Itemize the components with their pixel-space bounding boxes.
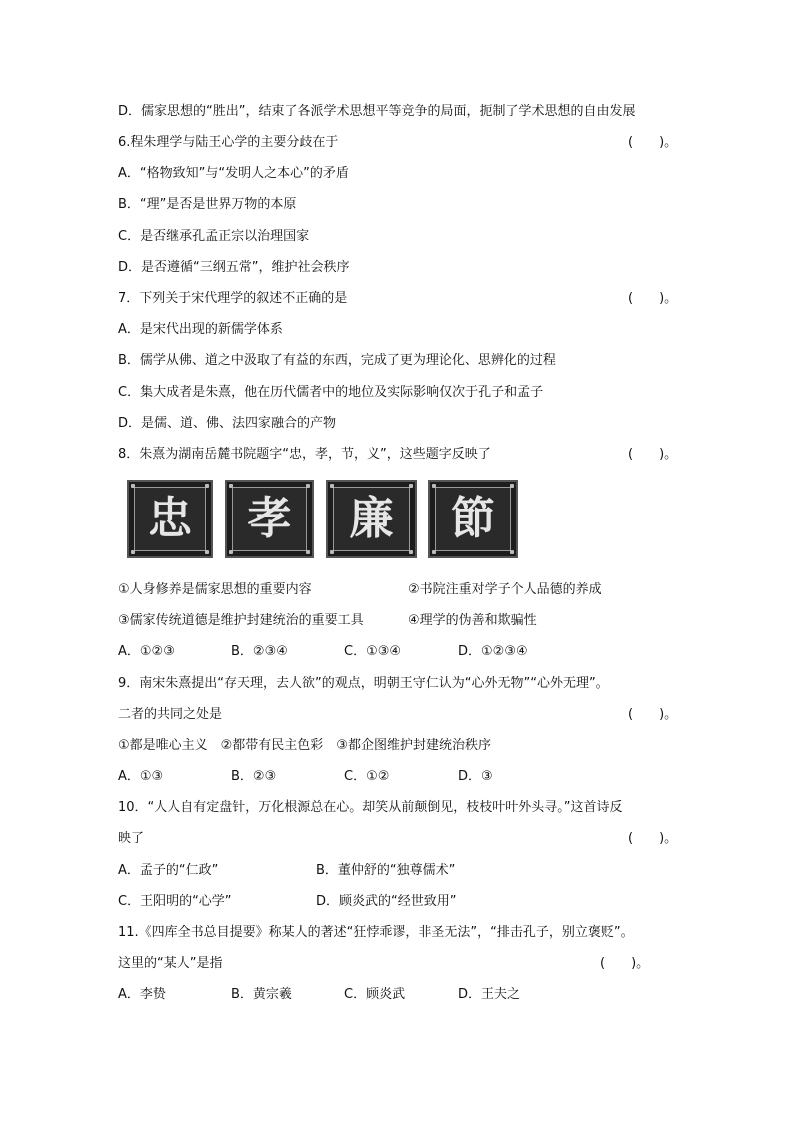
- q5-option-d: D．儒家思想的“胜出”，结束了各派学术思想平等竞争的局面，扼制了学术思想的自由发展: [118, 104, 636, 119]
- q9-option-b: B．②③: [231, 769, 277, 784]
- q8-option-a: A．①②③: [118, 644, 175, 659]
- plaque-xiao: [225, 480, 314, 558]
- plaque-lian: [326, 480, 417, 558]
- q8-option-b: B．②③④: [231, 644, 288, 659]
- q6-answer-blank: ( )。: [628, 135, 678, 150]
- plaque-character: 廉: [349, 493, 394, 544]
- q8-option-c: C．①③④: [344, 644, 402, 659]
- plaque-character: 節: [451, 493, 495, 544]
- q7-option-c: C．集大成者是朱熹，他在历代儒者中的地位及实际影响仅次于孔子和孟子: [118, 385, 544, 400]
- q11-stem: 11.《四库全书总目提要》称某人的著述“狂悖乖谬，非圣无法”，“排击孔子，别立褒贬”。: [118, 925, 634, 940]
- q6-option-b: B．“理”是否是世界万物的本原: [118, 197, 297, 212]
- q7-answer-blank: ( )。: [628, 291, 678, 306]
- q11-option-c: C．顾炎武: [344, 987, 406, 1002]
- q6-option-a: A．“格物致知”与“发明人之本心”的矛盾: [118, 166, 349, 181]
- q9-stem-cont: 二者的共同之处是: [118, 707, 223, 722]
- q10-option-b: B．董仲舒的“独尊儒术”: [316, 863, 456, 878]
- q7-stem: 7．下列关于宋代理学的叙述不正确的是: [118, 291, 348, 306]
- q7-option-d: D．是儒、道、佛、法四家融合的产物: [118, 416, 337, 431]
- q6-option-d: D．是否遵循“三纲五常”，维护社会秩序: [118, 260, 350, 275]
- q10-option-c: C．王阳明的“心学”: [118, 894, 232, 909]
- q7-option-b: B．儒学从佛、道之中汲取了有益的东西，完成了更为理论化、思辨化的过程: [118, 353, 556, 368]
- q10-option-d: D．顾炎武的“经世致用”: [316, 894, 457, 909]
- calligraphy-plaques: [127, 480, 527, 560]
- q9-stem: 9．南宋朱熹提出“存天理，去人欲”的观点，明朝王守仁认为“心外无物”“心外无理”。: [118, 676, 609, 691]
- q11-option-a: A．李贽: [118, 987, 166, 1002]
- q11-answer-blank: ( )。: [600, 956, 650, 971]
- q11-option-b: B．黄宗羲: [231, 987, 292, 1002]
- q9-answer-blank: ( )。: [628, 707, 678, 722]
- q9-option-c: C．①②: [344, 769, 390, 784]
- q9-option-d: D．③: [458, 769, 493, 784]
- q9-statements: ①都是唯心主义 ②都带有民主色彩 ③都企图维护封建统治秩序: [118, 738, 491, 753]
- q10-option-a: A．孟子的“仁政”: [118, 863, 219, 878]
- q8-option-d: D．①②③④: [458, 644, 528, 659]
- q9-option-a: A．①③: [118, 769, 164, 784]
- q8-statement-3: ③儒家传统道德是维护封建统治的重要工具: [118, 613, 364, 628]
- q11-stem-cont: 这里的“某人”是指: [118, 956, 223, 971]
- q8-answer-blank: ( )。: [628, 447, 678, 462]
- q10-stem: 10．“人人自有定盘针，万化根源总在心。却笑从前颠倒见，枝枝叶叶外头寻。”这首诗反: [118, 800, 623, 815]
- q10-stem-cont: 映了: [118, 831, 145, 846]
- plaque-character: 孝: [247, 493, 292, 544]
- q6-stem: 6.程朱理学与陆王心学的主要分歧在于: [118, 135, 339, 150]
- q11-option-d: D．王夫之: [458, 987, 521, 1002]
- q8-statement-1: ①人身修养是儒家思想的重要内容: [118, 582, 312, 597]
- plaque-jie: [428, 480, 518, 558]
- q8-statement-4: ④理学的伪善和欺骗性: [408, 613, 537, 628]
- q10-answer-blank: ( )。: [628, 831, 678, 846]
- q6-option-c: C．是否继承孔孟正宗以治理国家: [118, 229, 310, 244]
- q7-option-a: A．是宋代出现的新儒学体系: [118, 322, 283, 337]
- q8-stem: 8．朱熹为湖南岳麓书院题字“忠，孝，节，义”，这些题字反映了: [118, 447, 491, 462]
- plaque-character: 忠: [148, 493, 192, 544]
- plaque-zhong: [127, 480, 213, 558]
- q8-statement-2: ②书院注重对学子个人品德的养成: [408, 582, 602, 597]
